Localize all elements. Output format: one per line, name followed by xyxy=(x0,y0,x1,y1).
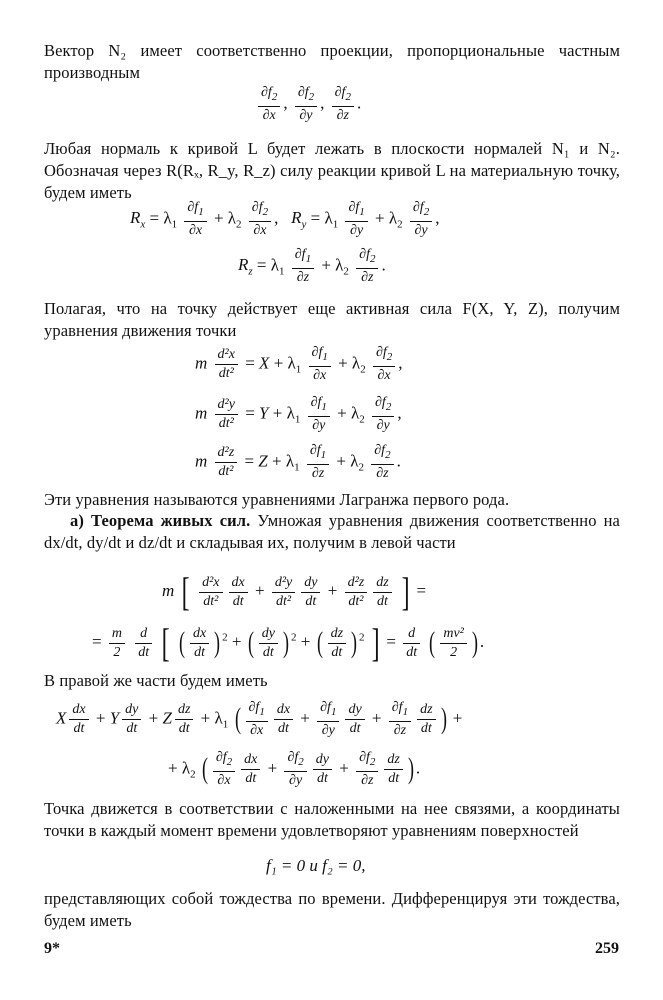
paragraph-4 xyxy=(44,489,620,511)
paragraph-2 xyxy=(44,138,620,204)
formula-motion-y: m $\frac{\text{d²y}}{\text{dt²}}$ = $Y + \lambda_1$ $\frac{\partial f_1}{\partial y}$ + $\lambda_2$ $\frac{\partial f_2}{\partial y}$ , xyxy=(195,395,402,433)
paragraph-1-text: Вектор N₂ имеет соответственно проекции, пропорциональные частным производным xyxy=(44,41,620,82)
formula-constraints xyxy=(266,856,365,876)
formula-kinetic-right: = $\frac{m}{2}$ $\frac{d}{dt}$ [ ( $\frac{dx}{dt}$ ) $^2$ + ( $\frac{dy}{dt}$ ) $^2$ + ( $\frac{dz}{dt}$ ) $^2$ ] = $\frac{d}{dt}$ ( $\frac{\text{mv²}}{2}$ ) . xyxy=(92,620,485,665)
theorem-heading: а) Теорема живых сил. xyxy=(70,511,251,530)
formula-right-side-2: + $\lambda_2$ ( $\frac{\partial f_2}{\partial x}$ $\frac{dx}{dt}$ + $\frac{\partial f_2}{\partial y}$ $\frac{dy}{dt}$ + $\frac{\partial f_2}{\partial z}$ $\frac{dz}{dt}$ ) . xyxy=(168,750,421,788)
signature-mark: 9* xyxy=(44,940,60,957)
paragraph-5-text: Умножая уравнения движения соответственно на dx/dt, dy/dt и dz/dt и складывая их, получим в левой части xyxy=(44,511,620,552)
paragraph-8-text: представляющих собой тождества по времени. Дифференцируя эти тождества, будем иметь xyxy=(44,889,620,930)
formula-reaction-z: $R_z = \lambda_1$ $\frac{\partial f_1}{\partial z}$ + $\lambda_2$ $\frac{\partial f_2}{\partial z}$ . xyxy=(238,247,386,285)
paragraph-3-text: Полагая, что на точку действует еще активная сила F(X, Y, Z), получим уравнения движения точки xyxy=(44,299,620,340)
page-number: 259 xyxy=(595,940,619,957)
formula-motion-z: m $\frac{\text{d²z}}{\text{dt²}}$ = $Z + \lambda_1$ $\frac{\partial f_1}{\partial z}$ + $\lambda_2$ $\frac{\partial f_2}{\partial z}$ . xyxy=(195,443,401,481)
paragraph-4-text: Эти уравнения называются уравнениями Лагранжа первого рода. xyxy=(44,490,510,509)
formula-kinetic-left: m [ $\frac{\text{d²x}}{\text{dt²}}$ $\frac{dx}{dt}$ + $\frac{\text{d²y}}{\text{dt²}}$ $\frac{dy}{dt}$ + $\frac{\text{d²z}}{\text{dt²}}$ $\frac{dz}{dt}$ ] = xyxy=(162,569,427,614)
paragraph-5 xyxy=(44,510,620,554)
formula-motion-x: m $\frac{\text{d²x}}{\text{dt²}}$ = $X + \lambda_1$ $\frac{\partial f_1}{\partial x}$ + $\lambda_2$ $\frac{\partial f_2}{\partial x}$ , xyxy=(195,345,403,383)
formula-right-side-1: X $\frac{dx}{dt}$ + Y $\frac{dy}{dt}$ + Z $\frac{dz}{dt}$ + $\lambda_1$ ( $\frac{\partial f_1}{\partial x}$ $\frac{dx}{dt}$ + $\frac{\partial f_1}{\partial y}$ $\frac{dy}{dt}$ + $\frac{\partial f_1}{\partial z}$ $\frac{dz}{dt}$ ) + xyxy=(56,700,463,738)
paragraph-7-text: Точка движется в соответствии с наложенными на нее связями, а координаты точки в каждый момент времени удовлетворяют уравнениям поверхностей xyxy=(44,799,620,840)
formula-reaction-xy: $R_x = \lambda_1$ $\frac{\partial f_1}{\partial x}$ + $\lambda_2$ $\frac{\partial f_2}{\partial x}$ , $R_y = \lambda_1$ $\frac{\partial f_1}{\partial y}$ + $\lambda_2$ $\frac{\partial f_2}{\partial y}$ , xyxy=(130,200,440,238)
paragraph-3 xyxy=(44,298,620,342)
formula-partials-f2: $\frac{\partial f_2}{\partial x}$ , $\frac{\partial f_2}{\partial y}$ , $\frac{\partial f_2}{\partial z}$ . xyxy=(255,85,361,124)
constraints-text: f₁ = 0 и f₂ = 0, xyxy=(266,856,366,875)
paragraph-6 xyxy=(44,670,620,692)
paragraph-8 xyxy=(44,888,620,932)
paragraph-2-text: Любая нормаль к кривой L будет лежать в плоскости нормалей N₁ и N₂. Обозначая через R(Rₓ, R_y, R_z) силу реакции кривой L на материальную точку, будем иметь xyxy=(44,139,620,202)
paragraph-1 xyxy=(44,40,620,84)
paragraph-6-text: В правой же части будем иметь xyxy=(44,671,268,690)
paragraph-7 xyxy=(44,798,620,842)
